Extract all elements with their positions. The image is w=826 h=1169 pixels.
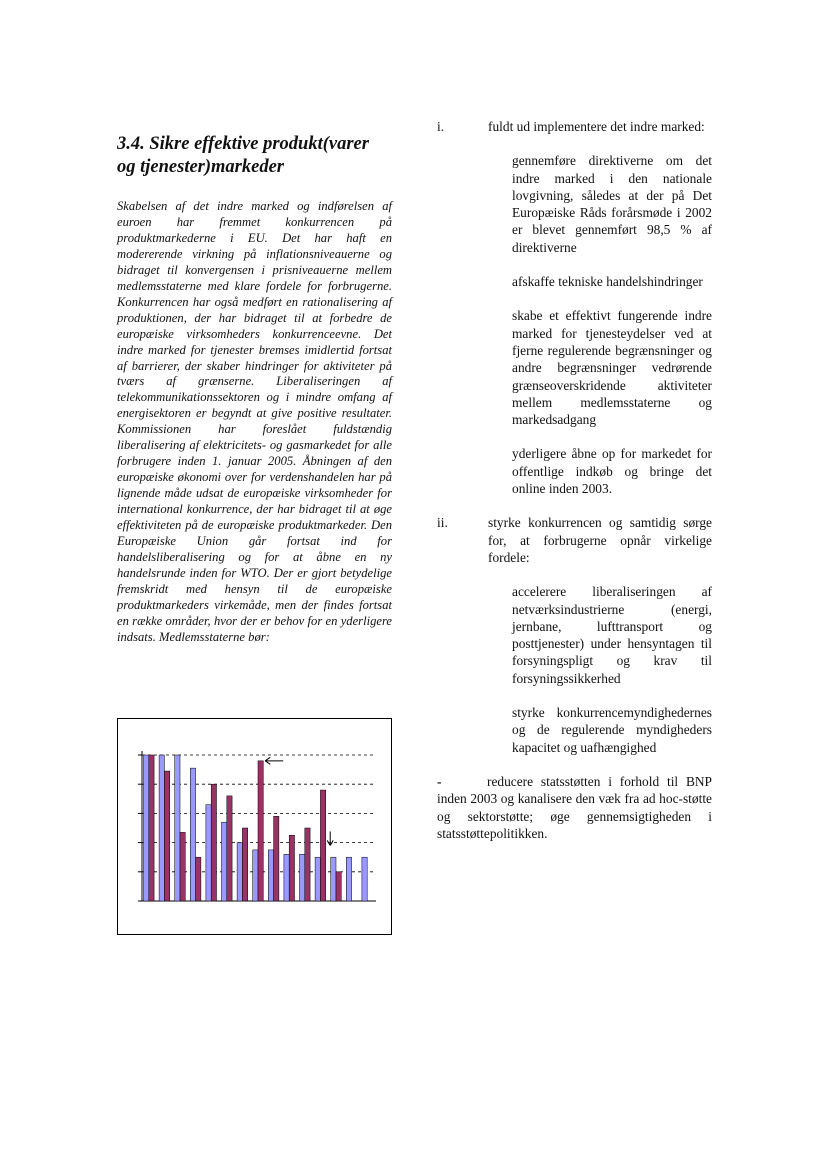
bar-series-b — [149, 755, 154, 901]
bar-chart-svg — [118, 719, 391, 934]
sub-item: yderligere åbne op for markedet for offentlige indkøb og bringe det online inden 2003. — [512, 446, 712, 497]
bar-series-b — [164, 771, 169, 901]
intro-paragraph: Skabelsen af det indre marked og indførelsen af euroen har fremmet konkurrencen på produktmarkederne i EU. Det har haft en modererende virkning på inflationsniveauerne og bidraget til konvergensen i prisniveauerne mellem medlemsstaterne med klare fordele for forbrugerne. Konkurrencen har også medført en rationalisering af produktionen, der har bidraget til at forbedre de europæiske virksomheders konkurrenceevne. Det indre marked for tjenester bremses imidlertid fortsat af barrierer, der skaber hindringer for aktiviteter på tværs af grænserne. Liberaliseringen af telekommunikationssektoren og i mindre omfang af energisektoren er begyndt at give positive resultater. Kommissionen har foreslået fuldstændig liberalisering af elektricitets- og gasmarkedet for alle forbrugere inden 1. januar 2005. Åbningen af den europæiske økonomi over for verdenshandelen har på lignende måde udsat de europæiske virksomheder for international konkurrence, der har bidraget til at øge effektiviteten på de europæiske produktmarkeder. Den Europæiske Union går fortsat ind for handelsliberalisering og for at åbne en ny handelsrunde inden for WTO. Der er gjort betydelige fremskridt med hensyn til de europæiske produktmarkeders virkemåde, men der findes fortsat en række områder, hvor der er behov for en yderligere indsats. Medlemsstaterne bør: — [117, 199, 392, 644]
left-column — [117, 133, 392, 646]
bar-series-a — [300, 854, 305, 901]
sub-item: styrke konkurrencemyndighedernes og de regulerende myndigheders kapacitet og uafhængighed — [512, 705, 712, 755]
sub-item: accelerere liberaliseringen af netværksindustrierne (energi, jernbane, lufttransport og posttjenester) under hensyntagen til forsyningspligt og krav til forsyningssikkerhed — [512, 584, 712, 686]
bar-series-a — [190, 768, 195, 901]
bar-series-b — [211, 784, 216, 901]
bar-series-a — [346, 857, 351, 901]
bar-series-b — [305, 828, 310, 901]
right-column — [437, 118, 712, 842]
bar-series-a — [175, 755, 180, 901]
dash-marker: - — [437, 773, 442, 789]
bar-series-a — [222, 822, 227, 901]
recommendation-ii — [437, 514, 712, 566]
bar-series-b — [196, 857, 201, 901]
bar-series-a — [268, 850, 273, 901]
item-text: fuldt ud implementere det indre marked: — [488, 119, 705, 134]
bar-series-b — [180, 832, 185, 901]
bar-series-a — [144, 755, 149, 901]
sub-item: skabe et effektivt fungerende indre marked for tjenesteydelser ved at fjerne regulerende begrænsninger og andre begrænsninger vedrørende grænseoverskridende aktiviteter mellem medlemsstaterne og markedsadgang — [512, 308, 712, 428]
bar-series-b — [274, 816, 279, 901]
section-heading: 3.4. Sikre effektive produkt(varer og tjenester)markeder — [117, 134, 369, 177]
bar-series-a — [331, 857, 336, 901]
bar-series-a — [253, 850, 258, 901]
bar-series-a — [237, 843, 242, 901]
bar-series-b — [289, 835, 294, 901]
sub-item: afskaffe tekniske handelshindringer — [512, 274, 703, 290]
final-item-text: reducere statsstøtten i forhold til BNP inden 2003 og kanalisere den væk fra ad hoc-støtte og sektorstøtte; øge gennemsigtigheden i statsstøttepolitikken. — [437, 773, 712, 841]
bar-series-b — [242, 828, 247, 901]
item-number: ii. — [437, 515, 448, 531]
bar-series-a — [159, 755, 164, 901]
bar-chart — [117, 718, 392, 935]
item-text: styrke konkurrencen og samtidig sørge for, at forbrugerne opnår virkelige fordele: — [488, 515, 712, 565]
final-item — [437, 773, 712, 842]
recommendation-i — [437, 118, 712, 135]
bar-series-b — [320, 790, 325, 901]
bar-series-b — [258, 761, 263, 901]
bar-series-a — [315, 857, 320, 901]
bar-series-a — [206, 805, 211, 901]
item-number: i. — [437, 119, 445, 134]
bar-series-b — [227, 796, 232, 901]
bar-series-a — [284, 854, 289, 901]
bar-series-a — [362, 857, 367, 901]
sub-item: gennemføre direktiverne om det indre marked i den nationale lovgivning, således at der på Det Europæiske Råds forårsmøde i 2002 er blevet gennemført 98,5 % af direktiverne — [512, 153, 712, 255]
bar-series-b — [336, 872, 341, 901]
